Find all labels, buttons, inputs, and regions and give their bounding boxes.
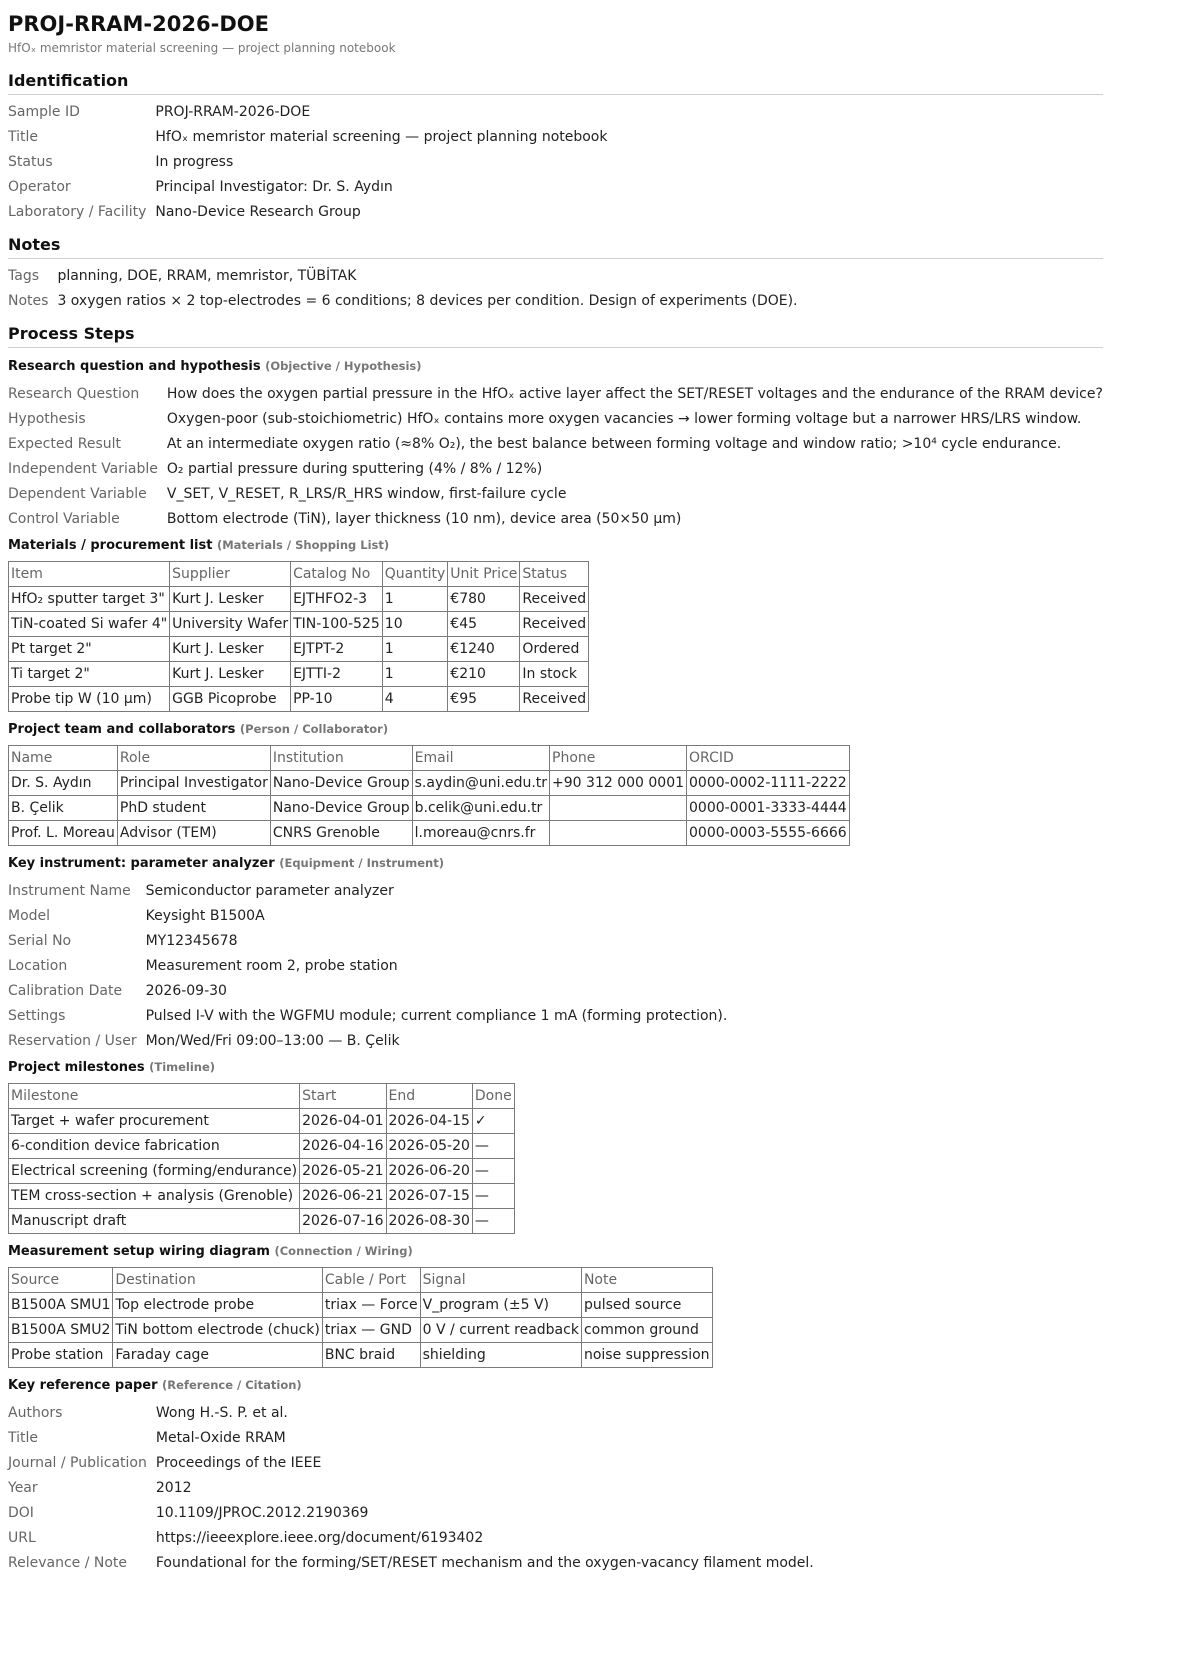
field-row [8,456,1103,481]
table-row [9,1134,515,1159]
table-cell: Target + wafer procurement [9,1109,300,1134]
field-row [8,199,607,224]
process-steps-heading: Process Steps [8,323,1103,348]
field-value: HfOₓ memristor material screening — project planning notebook [155,128,608,145]
table-cell: 2026-06-20 [386,1159,472,1184]
step-team-tag: (Person / Collaborator) [239,722,389,736]
field-label: Status [8,153,53,170]
table-cell: Principal Investigator [117,771,270,796]
identification-table [8,99,607,224]
table-cell: PP-10 [291,687,383,712]
table-cell: Kurt J. Lesker [170,637,291,662]
field-label: URL [8,1529,36,1546]
field-value: Bottom electrode (TiN), layer thickness (10 nm), device area (50×50 µm) [166,510,682,527]
table-cell: Top electrode probe [113,1293,322,1318]
step-milestones-name: Project milestones [8,1060,145,1075]
table-row [9,1159,515,1184]
field-value: Mon/Wed/Fri 09:00–13:00 — B. Çelik [145,1032,400,1049]
column-header: Phone [550,746,687,771]
field-row [8,1450,814,1475]
field-row [8,1550,814,1575]
field-row [8,99,607,124]
page-title: PROJ-RRAM-2026-DOE [8,12,269,36]
table-cell: shielding [420,1343,581,1368]
field-label: Journal / Publication [8,1454,147,1471]
field-value: In progress [155,153,234,170]
step-research-tag: (Objective / Hypothesis) [265,359,422,373]
step-title-research [8,356,1103,377]
field-label: Expected Result [8,435,122,452]
field-value: Oxygen-poor (sub-stoichiometric) HfOₓ contains more oxygen vacancies → lower forming voltage but a narrower HRS/LRS window. [166,410,1082,427]
field-row [8,1425,814,1450]
field-value: Metal-Oxide RRAM [155,1429,286,1446]
field-row [8,1500,814,1525]
table-cell: Kurt J. Lesker [170,662,291,687]
field-label: DOI [8,1504,34,1521]
page-subtitle: HfOₓ memristor material screening — project planning notebook [8,41,396,55]
column-header: Unit Price [448,562,520,587]
field-label: Title [8,1429,39,1446]
table-cell: 2026-08-30 [386,1209,472,1234]
field-value: Keysight B1500A [145,907,265,924]
field-row [8,1400,814,1425]
field-value: Nano-Device Research Group [155,203,361,220]
table-cell: Faraday cage [113,1343,322,1368]
step-research-name: Research question and hypothesis [8,359,261,374]
field-value: How does the oxygen partial pressure in the HfOₓ active layer affect the SET/RESET voltages and the endurance of the RRAM device? [166,385,1103,402]
table-cell: TiN bottom electrode (chuck) [113,1318,322,1343]
table-cell: Probe station [9,1343,113,1368]
table-cell: 1 [382,637,448,662]
table-cell: TEM cross-section + analysis (Grenoble) [9,1184,300,1209]
field-value: PROJ-RRAM-2026-DOE [155,103,311,120]
table-cell: Pt target 2" [9,637,170,662]
table-cell: TiN-coated Si wafer 4" [9,612,170,637]
field-label: Model [8,907,51,924]
field-label: Relevance / Note [8,1554,128,1571]
table-cell: 2026-07-16 [300,1209,386,1234]
field-label: Calibration Date [8,982,123,999]
table-header-row [9,1268,713,1293]
field-label: Location [8,957,68,974]
step-title-instrument [8,853,1103,874]
field-value: Proceedings of the IEEE [155,1454,322,1471]
table-row [9,771,850,796]
research-table [8,381,1103,531]
table-cell: €210 [448,662,520,687]
table-cell: pulsed source [581,1293,712,1318]
table-row [9,1318,713,1343]
table-cell: EJTPT-2 [291,637,383,662]
table-cell [550,796,687,821]
step-instrument-tag: (Equipment / Instrument) [279,856,444,870]
table-row [9,1109,515,1134]
field-value: planning, DOE, RRAM, memristor, TÜBİTAK [57,267,357,284]
field-label: Instrument Name [8,882,131,899]
column-header: Milestone [9,1084,300,1109]
table-cell: Prof. L. Moreau [9,821,118,846]
table-cell: — [472,1159,514,1184]
field-value: V_SET, V_RESET, R_LRS/R_HRS window, first-failure cycle [166,485,567,502]
table-cell: 0000-0002-1111-2222 [687,771,850,796]
field-value: Wong H.-S. P. et al. [155,1404,288,1421]
field-row [8,953,727,978]
field-row [8,481,1103,506]
notes-heading: Notes [8,234,1103,259]
table-cell: triax — Force [322,1293,420,1318]
field-value: Semiconductor parameter analyzer [145,882,394,899]
column-header: Note [581,1268,712,1293]
column-header: Source [9,1268,113,1293]
table-cell: 10 [382,612,448,637]
field-label: Notes [8,292,49,309]
table-cell: Nano-Device Group [270,796,412,821]
field-label: Title [8,128,39,145]
column-header: Email [412,746,549,771]
step-wiring-name: Measurement setup wiring diagram [8,1244,270,1259]
field-value: MY12345678 [145,932,238,949]
step-title-wiring [8,1241,1103,1262]
table-cell: ✓ [472,1109,514,1134]
table-cell: CNRS Grenoble [270,821,412,846]
table-cell: Probe tip W (10 µm) [9,687,170,712]
field-label: Reservation / User [8,1032,137,1049]
table-cell: Kurt J. Lesker [170,587,291,612]
field-row [8,1525,814,1550]
field-value: At an intermediate oxygen ratio (≈8% O₂), the best balance between forming voltage and window ratio; >10⁴ cycle endurance. [166,435,1062,452]
step-reference-name: Key reference paper [8,1378,158,1393]
field-label: Sample ID [8,103,80,120]
field-value: 10.1109/JPROC.2012.2190369 [155,1504,369,1521]
table-row [9,687,589,712]
field-row [8,174,607,199]
table-row [9,587,589,612]
field-row [8,1003,727,1028]
field-label: Operator [8,178,71,195]
instrument-table [8,878,727,1053]
table-row [9,612,589,637]
table-cell: €780 [448,587,520,612]
column-header: Item [9,562,170,587]
wiring-table [8,1267,713,1368]
step-title-milestones [8,1057,1103,1078]
table-cell: 2026-04-16 [300,1134,386,1159]
table-row [9,662,589,687]
field-value: https://ieeexplore.ieee.org/document/6193402 [155,1529,484,1546]
table-row [9,821,850,846]
field-value: 2012 [155,1479,192,1496]
table-cell: 2026-04-15 [386,1109,472,1134]
field-label: Control Variable [8,510,120,527]
field-row [8,263,798,288]
field-row [8,978,727,1003]
table-row [9,1343,713,1368]
field-row [8,381,1103,406]
table-cell: 2026-05-20 [386,1134,472,1159]
field-row [8,1475,814,1500]
field-row [8,431,1103,456]
step-title-team [8,719,1103,740]
column-header: Quantity [382,562,448,587]
table-cell: common ground [581,1318,712,1343]
table-cell: l.moreau@cnrs.fr [412,821,549,846]
table-cell: Dr. S. Aydın [9,771,118,796]
table-header-row [9,746,850,771]
table-cell: b.celik@uni.edu.tr [412,796,549,821]
table-cell: B1500A SMU2 [9,1318,113,1343]
materials-table [8,561,589,712]
table-row [9,796,850,821]
table-cell: 0000-0003-5555-6666 [687,821,850,846]
field-value: Measurement room 2, probe station [145,957,398,974]
field-row [8,124,607,149]
field-label: Independent Variable [8,460,158,477]
step-materials-name: Materials / procurement list [8,538,213,553]
table-cell: University Wafer [170,612,291,637]
table-cell: TIN-100-525 [291,612,383,637]
step-reference-tag: (Reference / Citation) [162,1378,302,1392]
column-header: Status [520,562,589,587]
table-cell: In stock [520,662,589,687]
step-title-materials [8,535,1103,556]
table-row [9,1184,515,1209]
step-milestones-tag: (Timeline) [149,1060,216,1074]
table-cell: Advisor (TEM) [117,821,270,846]
table-cell: s.aydin@uni.edu.tr [412,771,549,796]
table-cell: 0000-0001-3333-4444 [687,796,850,821]
column-header: Catalog No [291,562,383,587]
table-cell: 4 [382,687,448,712]
field-row [8,878,727,903]
table-cell: triax — GND [322,1318,420,1343]
column-header: Done [472,1084,514,1109]
field-value: 3 oxygen ratios × 2 top-electrodes = 6 conditions; 8 devices per condition. Design of experiments (DOE). [57,292,798,309]
table-cell: +90 312 000 0001 [550,771,687,796]
field-label: Tags [8,267,39,284]
field-label: Year [8,1479,38,1496]
field-label: Research Question [8,385,140,402]
field-row [8,928,727,953]
milestones-table [8,1083,515,1234]
table-cell: Ti target 2" [9,662,170,687]
table-cell: — [472,1184,514,1209]
field-row [8,288,798,313]
identification-heading: Identification [8,70,1103,95]
table-header-row [9,1084,515,1109]
column-header: Destination [113,1268,322,1293]
field-value: Principal Investigator: Dr. S. Aydın [155,178,393,195]
field-value: O₂ partial pressure during sputtering (4% / 8% / 12%) [166,460,543,477]
table-cell: — [472,1134,514,1159]
column-header: Name [9,746,118,771]
field-label: Laboratory / Facility [8,203,147,220]
step-title-reference [8,1375,1103,1396]
table-cell: V_program (±5 V) [420,1293,581,1318]
table-cell: EJTHFO2-3 [291,587,383,612]
column-header: Signal [420,1268,581,1293]
table-cell: GGB Picoprobe [170,687,291,712]
table-cell: BNC braid [322,1343,420,1368]
column-header: Role [117,746,270,771]
table-cell: €1240 [448,637,520,662]
field-label: Serial No [8,932,72,949]
table-cell: 2026-04-01 [300,1109,386,1134]
field-label: Authors [8,1404,63,1421]
table-row [9,1293,713,1318]
table-cell: 2026-06-21 [300,1184,386,1209]
table-cell: 2026-05-21 [300,1159,386,1184]
table-cell: Nano-Device Group [270,771,412,796]
field-value: 2026-09-30 [145,982,227,999]
column-header: End [386,1084,472,1109]
field-label: Settings [8,1007,66,1024]
table-row [9,637,589,662]
table-cell: noise suppression [581,1343,712,1368]
field-row [8,149,607,174]
column-header: Start [300,1084,386,1109]
field-row [8,406,1103,431]
column-header: Cable / Port [322,1268,420,1293]
table-cell: Received [520,587,589,612]
table-cell: PhD student [117,796,270,821]
column-header: Supplier [170,562,291,587]
field-row [8,903,727,928]
table-header-row [9,562,589,587]
column-header: ORCID [687,746,850,771]
column-header: Institution [270,746,412,771]
team-table [8,745,850,846]
table-cell: 2026-07-15 [386,1184,472,1209]
table-cell: B1500A SMU1 [9,1293,113,1318]
table-cell: EJTTI-2 [291,662,383,687]
table-cell: Received [520,612,589,637]
table-row [9,1209,515,1234]
field-label: Hypothesis [8,410,86,427]
step-materials-tag: (Materials / Shopping List) [216,538,390,552]
table-cell: Electrical screening (forming/endurance) [9,1159,300,1184]
table-cell: Manuscript draft [9,1209,300,1234]
table-cell: 0 V / current readback [420,1318,581,1343]
table-cell: 1 [382,662,448,687]
table-cell: HfO₂ sputter target 3" [9,587,170,612]
step-instrument-name: Key instrument: parameter analyzer [8,856,275,871]
table-cell: €95 [448,687,520,712]
field-value: Pulsed I-V with the WGFMU module; current compliance 1 mA (forming protection). [145,1007,728,1024]
table-cell: B. Çelik [9,796,118,821]
field-row [8,1028,727,1053]
table-cell: Received [520,687,589,712]
table-cell: €45 [448,612,520,637]
field-value: Foundational for the forming/SET/RESET mechanism and the oxygen-vacancy filament model. [155,1554,814,1571]
table-cell: Ordered [520,637,589,662]
reference-table [8,1400,814,1575]
notes-table [8,263,798,313]
table-cell: — [472,1209,514,1234]
table-cell [550,821,687,846]
table-cell: 1 [382,587,448,612]
field-label: Dependent Variable [8,485,147,502]
step-team-name: Project team and collaborators [8,722,236,737]
step-wiring-tag: (Connection / Wiring) [274,1244,413,1258]
field-row [8,506,1103,531]
table-cell: 6-condition device fabrication [9,1134,300,1159]
